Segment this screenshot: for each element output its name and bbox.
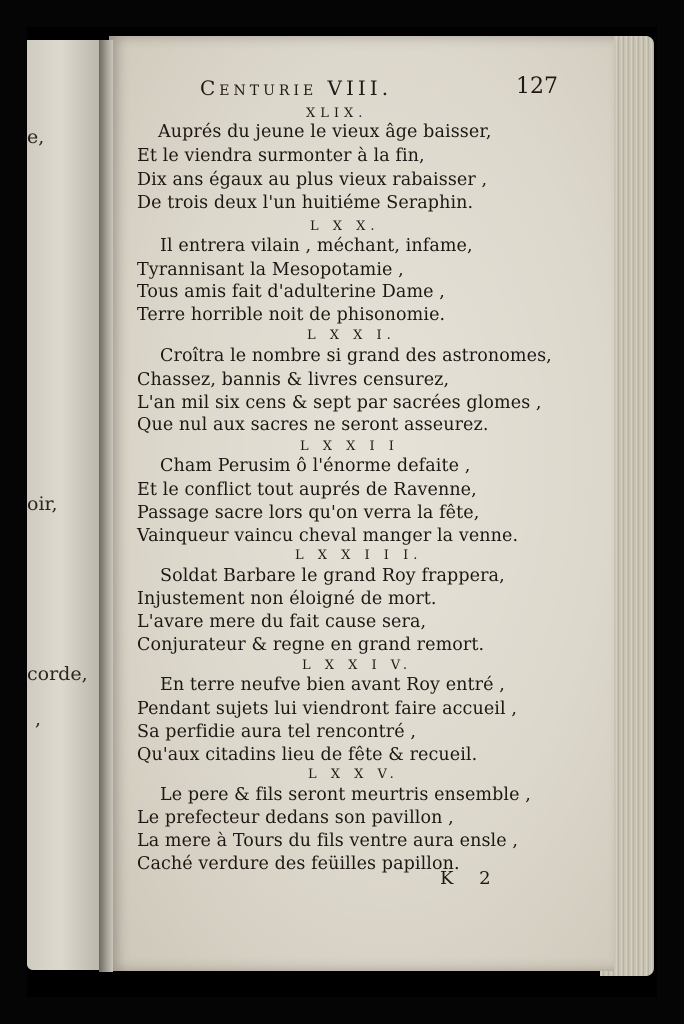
verse-line: Qu'aux citadins lieu de fête & recueil. <box>137 745 478 765</box>
book-gutter <box>99 40 113 972</box>
verse-line: Auprés du jeune le vieux âge baisser, <box>158 122 492 142</box>
quatrain-number: L X X I I I. <box>295 548 423 563</box>
verse-line: Et le viendra surmonter à la fin, <box>137 146 425 166</box>
quatrain-number: L X X I V. <box>302 658 413 673</box>
verse-line: En terre neufve bien avant Roy entré , <box>160 675 505 695</box>
verse-line: Vainqueur vaincu cheval manger la venne. <box>137 526 519 546</box>
verse-line: Que nul aux sacres ne seront asseurez. <box>137 415 489 435</box>
quatrain-number: XLIX. <box>306 106 368 121</box>
page-number: 127 <box>516 74 558 99</box>
verse-line: L'an mil six cens & sept par sacrées glomes , <box>137 393 542 413</box>
verse-line: Pendant sujets lui viendront faire accueil , <box>137 699 518 719</box>
verse-line: Chassez, bannis & livres censurez, <box>137 370 450 390</box>
verse-line: La mere à Tours du fils ventre aura ensle , <box>137 831 519 851</box>
verse-line: Sa perfidie aura tel rencontré , <box>137 722 416 742</box>
verse-line: Dix ans égaux au plus vieux rabaisser , <box>137 170 488 190</box>
verse-line: Et le conflict tout auprés de Ravenne, <box>137 480 477 500</box>
verse-line: De trois deux l'un huitiéme Seraphin. <box>137 193 474 213</box>
verse-line: Tous amis fait d'adulterine Dame , <box>137 282 445 302</box>
quatrain-number: L X X I. <box>307 328 396 343</box>
verse-line: Tyrannisant la Mesopotamie , <box>137 260 404 280</box>
verse-line: Passage sacre lors qu'on verra la fête, <box>137 503 480 523</box>
verse-line: Cham Perusim ô l'énorme defaite , <box>160 456 471 476</box>
running-head: Centurie VIII. <box>200 76 393 100</box>
quatrain-number: L X X V. <box>308 767 399 782</box>
left-page-fragment: e, <box>27 126 45 148</box>
verse-line: Le pere & fils seront meurtris ensemble , <box>160 785 531 805</box>
signature-mark: K 2 <box>440 868 501 889</box>
verse-line: Croîtra le nombre si grand des astronomes, <box>160 346 552 366</box>
verse-line: Terre horrible noit de phisonomie. <box>137 305 446 325</box>
verse-line: Il entrera vilain , méchant, infame, <box>160 236 473 256</box>
left-page-fragment: corde, <box>27 663 88 685</box>
verse-line: Caché verdure des feüilles papillon. <box>137 854 460 874</box>
verse-line: Injustement non éloigné de mort. <box>137 589 437 609</box>
left-page-fragment: oir, <box>27 493 58 515</box>
left-page-fragment: , <box>35 708 42 730</box>
quatrain-number: L X X. <box>310 219 380 234</box>
verse-line: Conjurateur & regne en grand remort. <box>137 635 485 655</box>
quatrain-number: L X X I I <box>300 439 399 454</box>
verse-line: Soldat Barbare le grand Roy frappera, <box>160 566 505 586</box>
verse-line: Le prefecteur dedans son pavillon , <box>137 808 454 828</box>
verse-line: L'avare mere du fait cause sera, <box>137 612 427 632</box>
